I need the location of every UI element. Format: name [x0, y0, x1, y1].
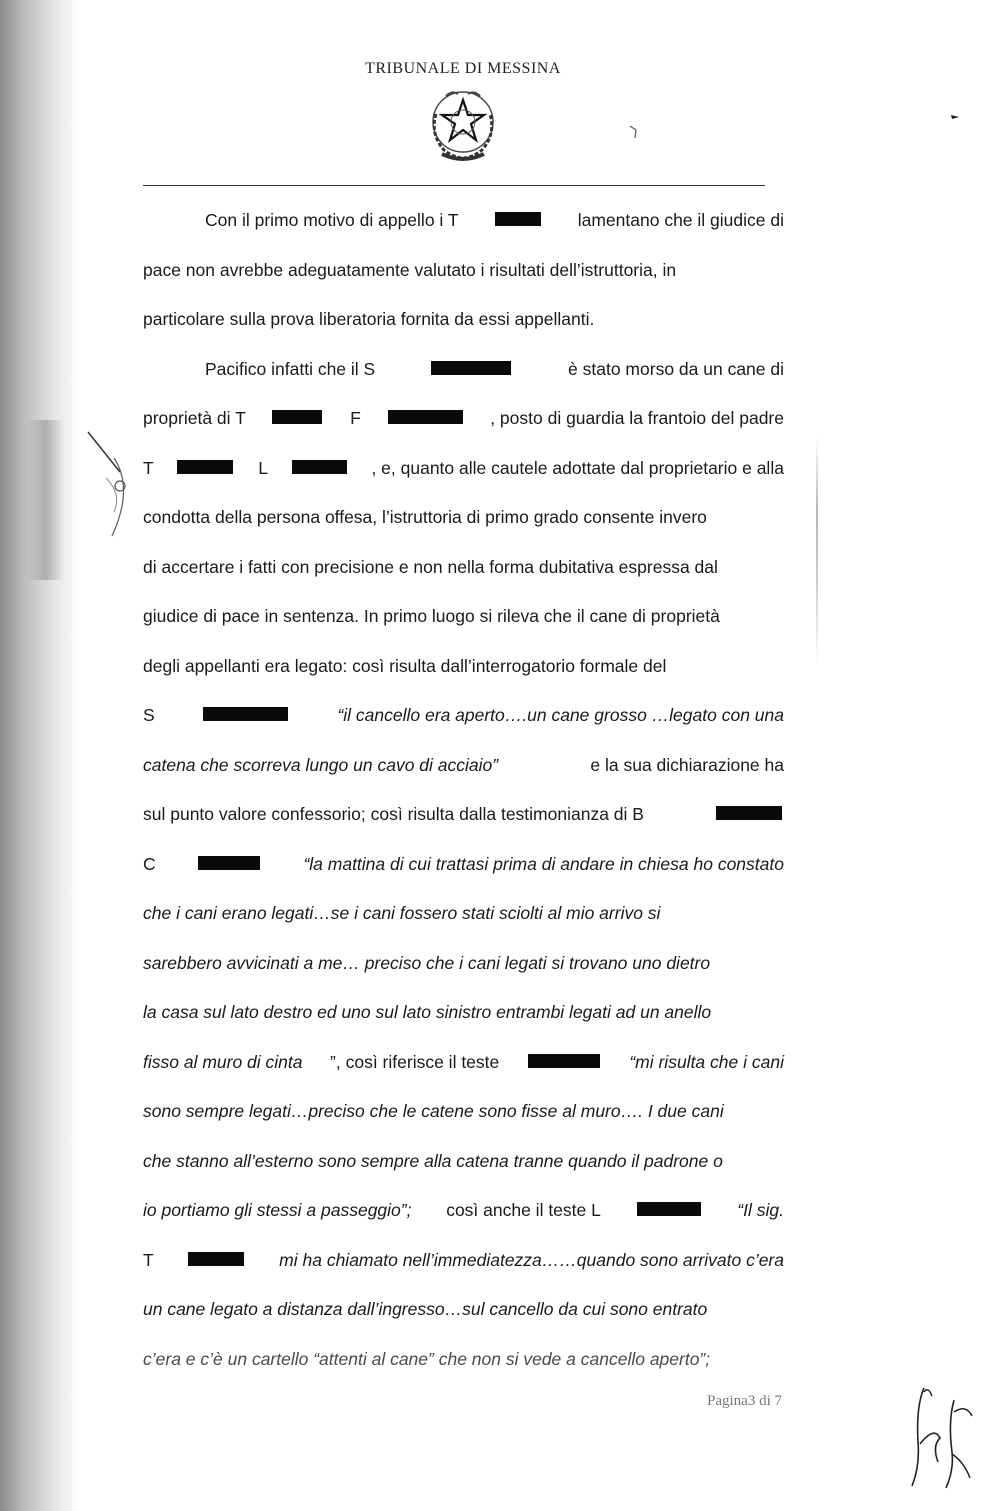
redaction-bar — [495, 212, 541, 226]
text-line — [143, 798, 784, 848]
text-line — [143, 600, 784, 650]
text-span: mi ha chiamato nell’immediatezza……quando sono arrivato c’era — [279, 1249, 784, 1270]
redaction-bar — [188, 1252, 244, 1266]
redaction-bar — [388, 410, 463, 424]
redaction-bar — [203, 707, 288, 721]
text-line — [143, 254, 784, 304]
text-line — [143, 402, 784, 452]
text-span: è stato morso da un cane di — [568, 358, 784, 379]
text-span: L — [258, 457, 268, 478]
redaction-bar — [272, 410, 322, 424]
text-span: , posto di guardia la frantoio del padre — [490, 408, 784, 428]
text-line — [143, 353, 784, 403]
text-span: di accertare i fatti con precisione e non nella forma dubitativa espressa dal — [143, 556, 718, 577]
text-line — [143, 1095, 784, 1145]
text-span: “la mattina di cui trattasi prima di andare in chiesa ho constato — [303, 853, 784, 874]
text-span: F — [350, 408, 361, 428]
scan-mark — [951, 114, 959, 120]
text-span: proprietà di T — [143, 408, 246, 428]
text-span: che i cani erano legati…se i cani fossero stati sciolti al mio arrivo si — [143, 903, 661, 923]
text-line — [143, 204, 784, 254]
handwritten-initials — [894, 1382, 984, 1492]
italian-republic-emblem-icon — [422, 84, 504, 166]
text-span: giudice di pace in sentenza. In primo luogo si rileva che il cane di proprietà — [143, 606, 720, 626]
text-line — [143, 1293, 784, 1343]
text-line — [143, 996, 784, 1046]
margin-stamp-mark — [84, 428, 144, 548]
redaction-bar — [177, 460, 233, 474]
text-span: fisso al muro di cinta — [143, 1051, 303, 1072]
text-span: degli appellanti era legato: così risulta dall’interrogatorio formale del — [143, 655, 667, 676]
text-span: , e, quanto alle cautele adottate dal proprietario e alla — [371, 457, 784, 478]
text-span: e la sua dichiarazione ha — [590, 754, 784, 775]
text-span: “mi risulta che i cani — [629, 1051, 784, 1072]
text-span: C — [143, 853, 156, 874]
scan-binding-shadow — [0, 0, 80, 1511]
court-header: TRIBUNALE DI MESSINA — [365, 60, 561, 77]
text-line — [143, 452, 784, 502]
redaction-bar — [716, 806, 782, 820]
text-span: sul punto valore confessorio; così risulta dalla testimonianza di B — [143, 804, 644, 824]
text-span: sarebbero avvicinati a me… preciso che i cani legati si trovano uno dietro — [143, 952, 711, 973]
text-line — [143, 1194, 784, 1244]
text-line — [143, 699, 784, 749]
text-span: Con il primo motivo di appello i T — [205, 210, 459, 230]
scan-speck — [628, 124, 640, 140]
text-span: Pacifico infatti che il S — [205, 358, 376, 379]
text-line — [143, 501, 784, 551]
text-line — [143, 1145, 784, 1195]
text-span: c’era e c’è un cartello “attenti al cane” che non si vede a cancello aperto”; — [143, 1348, 711, 1369]
text-span: che stanno all’esterno sono sempre alla catena tranne quando il padrone o — [143, 1150, 723, 1171]
text-span: io portiamo gli stessi a passeggio”; — [143, 1200, 412, 1220]
text-span: T — [143, 1249, 154, 1270]
text-line — [143, 1046, 784, 1096]
text-span: S — [143, 705, 155, 725]
document-body — [143, 204, 784, 1392]
text-span: catena che scorreva lungo un cavo di acciaio” — [143, 754, 499, 775]
redaction-bar — [292, 460, 347, 474]
scan-binding-shadow-dark — [28, 420, 64, 580]
text-line — [143, 650, 784, 700]
text-span: lamentano che il giudice di — [577, 210, 784, 230]
redaction-bar — [431, 361, 511, 375]
text-line — [143, 1343, 784, 1393]
redaction-bar — [198, 856, 260, 870]
text-span: ”, così riferisce il teste — [330, 1051, 500, 1072]
text-line — [143, 1244, 784, 1294]
text-span: pace non avrebbe adeguatamente valutato i risultati dell’istruttoria, in — [143, 259, 677, 280]
text-span: “Il sig. — [737, 1200, 784, 1220]
text-span: T — [143, 457, 154, 478]
text-line — [143, 749, 784, 799]
text-line — [143, 848, 784, 898]
text-span: sono sempre legati…preciso che le catene sono fisse al muro…. I due cani — [143, 1101, 724, 1121]
text-span: particolare sulla prova liberatoria fornita da essi appellanti. — [143, 309, 595, 329]
margin-line-mark — [816, 436, 818, 666]
page-number: Pagina3 di 7 — [707, 1393, 782, 1409]
redaction-bar — [637, 1202, 701, 1216]
text-span: così anche il teste L — [446, 1200, 601, 1220]
text-line — [143, 897, 784, 947]
text-span: condotta della persona offesa, l’istruttoria di primo grado consente invero — [143, 507, 707, 527]
text-span: un cane legato a distanza dall’ingresso…sul cancello da cui sono entrato — [143, 1299, 708, 1319]
text-span: “il cancello era aperto….un cane grosso …legato con una — [337, 705, 784, 725]
text-span: la casa sul lato destro ed uno sul lato sinistro entrambi legati ad un anello — [143, 1002, 712, 1022]
text-line — [143, 947, 784, 997]
redaction-bar — [528, 1054, 600, 1068]
header-divider — [143, 185, 765, 186]
text-line — [143, 551, 784, 601]
text-line — [143, 303, 784, 353]
